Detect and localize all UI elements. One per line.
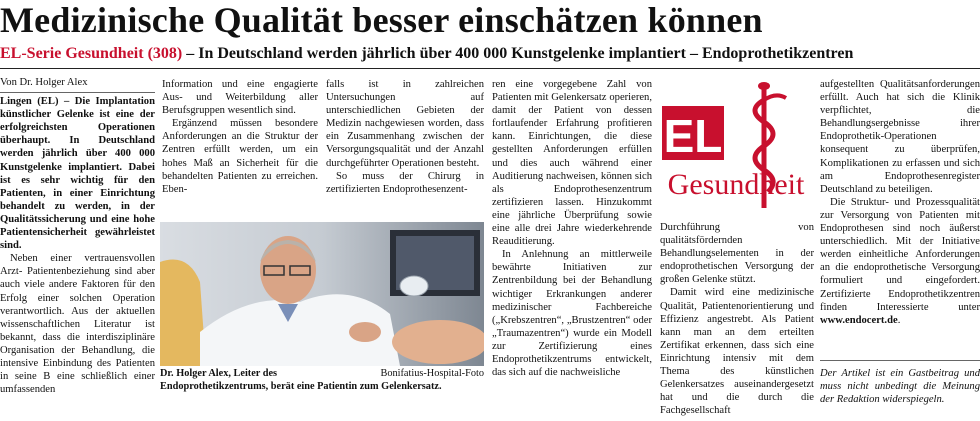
photo-illustration [160,222,484,366]
note-rule [820,360,980,361]
column-2 [162,78,318,220]
paragraph: Information und eine engagierte Aus- und Weiterbildung aller Berufsgruppen wesentlich sind. [162,79,318,117]
photo-caption [160,367,484,393]
byline-rule [0,92,155,93]
caption-text: Dr. Holger Alex, Leiter des Endoprothetikzentrums, berät eine Patientin zum Gelenkersatz. [160,368,442,392]
el-gesundheit-logo [660,80,812,212]
paragraph: Ergänzend müssen besondere Anforderungen an die Struktur der Zentren erfüllt werden, um ein hohes Maß an Sicherheit für die behandelten Patienten zu erreichen. Eben- [162,118,318,195]
column-6 [820,78,980,360]
doctor-patient-photo [160,222,484,366]
logo-el-text: EL [663,110,723,162]
column-4 [492,78,652,421]
paragraph: So muss der Chirurg in zertifizierten Endoprothesenzent- [326,170,484,195]
photo-credit: Bonifatius-Hospital-Foto [380,368,484,379]
aesculapian-staff-icon [660,80,812,212]
subhead-text: – In Deutschland werden jährlich über 400 000 Kunstgelenke implantiert – Endoprothetikzentren [182,45,854,62]
column-5 [660,221,814,421]
lead-paragraph: Lingen (EL) – Die Implantation künstlicher Gelenke ist eine der erfolgreichsten Operationen überhaupt. In Deutschland werden jährlich über 400 000 Kunstgelenke implantiert. Dabei ist es sehr wichtig für den Patienten, in einer Einrichtung behandelt zu werden, in der Qualitätssicherung und eine hohe Patientensicherheit gewährleistet sind. [0,96,155,252]
paragraph: falls ist in zahlreichen Untersuchungen auf unterschiedlichen Gebieten der Medizin nachgewiesen worden, dass ein Zusammenhang zwischen der Versorgungsqualität und der Anzahl durchgeführter Operationen besteht. [326,79,484,169]
series-label: EL-Serie Gesundheit (308) [0,45,183,62]
byline: Von Dr. Holger Alex [0,77,88,88]
paragraph: aufgestellten Qualitätsanforderungen erfüllt. Auch hat sich die Klinik verpflichtet, die Behandlungsergebnisse ihrer Endoprothetik-Operationen konsequent zu überprüfen, Komplikationen zu erfassen und sich am Endoprothesenregister Deutschland zu beteiligen. [820,79,980,195]
paragraph: Damit wird eine medizinische Qualität, Patientenorientierung und Effizienz angestrebt. Als Patient kann man an dem erteilten Zertifikat erkennen, dass sich eine Einrichtung intensiv mit dem Thema des künstlichen Gelenkersatzes auseinandergesetzt hat und die durch die Fachgesellschaft [660,287,814,417]
endocert-link[interactable]: www.endocert.de [820,314,898,326]
headline: Medizinische Qualität besser einschätzen können [0,0,763,40]
guest-note: Der Artikel ist ein Gastbeitrag und muss nicht unbedingt die Meinung der Redaktion widerspiegeln. [820,368,980,406]
column-3 [326,78,484,220]
logo-gesundheit-text: Gesundheit [667,168,805,201]
top-rule [0,68,980,69]
paragraph: ren eine vorgegebene Zahl von Patienten mit Gelenkersatz operieren, damit der Patient von dessen fortlaufender Erfahrung profitieren kann. Einrichtungen, die diese gestellten Anforderungen erfüllen und dies auch während einer Auditierung nachweisen, können sich als Endoprothesenzentrum zertifizieren lassen. Hinzukommt eine jährliche Überprüfung sowie eine alle drei Jahre wiederkehrende Reauditierung. [492,79,652,248]
paragraph: Neben einer vertrauensvollen Arzt- Patientenbeziehung sind aber auch viele andere Faktoren für den Erfolg einer solchen Operation verantwortlich. Aus der aktuellen wissenschaftlichen Literatur ist bekannt, dass die interdisziplinäre Organisation der Behandlung, die intensive Einbindung des Patienten in seine B eine schließlich einer umfassenden [0,253,155,396]
column-1 [0,76,155,421]
paragraph: Die Struktur- und Prozessqualität zur Versorgung von Patienten mit Endoprothesen sind noch äußerst unterschiedlich. Mit der Initiative werden einheitliche Anforderungen an die endoprothetische Versorgung formuliert und eingefordert. Zertifizierte Endoprothetikzentren finden Interessierte unter www.endocert.de. [820,196,980,326]
subheadline [0,44,980,66]
paragraph: In Anlehnung an mittlerweile bewährte Initiativen zur Zentrenbildung bei der Behandlung wichtiger Erkrankungen anderer medizinischer Fachbereiche („Krebszentren“, „Brustzentren“ oder „Traumazentren“) wurde ein Modell zur Zertifizierung eines Endoprothetikzentrums entwickelt, das sich auf die nachweisliche [492,249,652,379]
paragraph: Durchführung von qualitätsfördernden Behandlungselementen in der endoprothetischen Versorgung der großen Gelenke stützt. [660,222,814,286]
